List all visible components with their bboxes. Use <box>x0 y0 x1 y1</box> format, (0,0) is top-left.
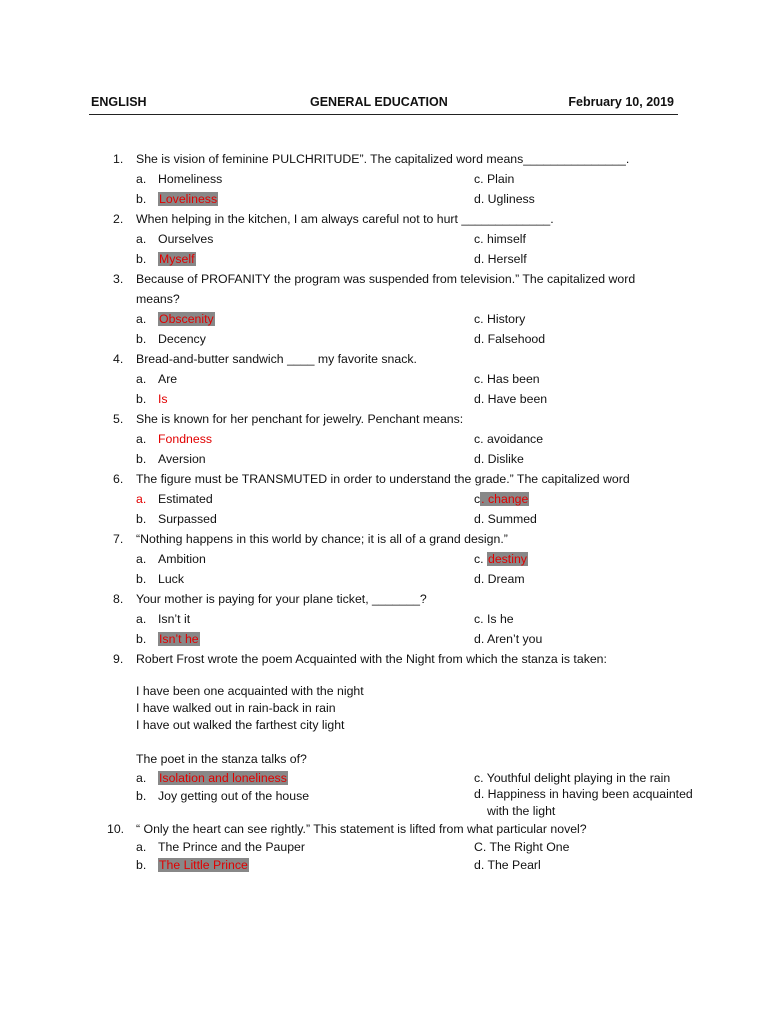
option-c: c. himself <box>474 232 526 246</box>
option-b-correct: b. Isn’t he <box>136 632 199 646</box>
option-d: d. The Pearl <box>474 858 541 872</box>
option-d: d. Dislike <box>474 452 524 466</box>
stanza-line: I have been one acquainted with the night <box>136 684 364 698</box>
question-number: 9. <box>113 652 124 666</box>
option-b-correct: b. Myself <box>136 252 195 266</box>
header-date: February 10, 2019 <box>568 95 674 109</box>
question-text: “Nothing happens in this world by chance; it is all of a grand design.” <box>136 532 508 546</box>
question-number: 7. <box>113 532 124 546</box>
option-c-correct: c. change <box>474 492 529 506</box>
question-4 <box>113 349 693 409</box>
option-d: d. Have been <box>474 392 548 406</box>
option-c: c. Plain <box>474 172 515 186</box>
question-text: Because of PROFANITY the program was suspended from television.” The capitalized word means? <box>136 272 636 306</box>
option-a: a. Are <box>136 372 178 386</box>
option-a: a. The Prince and the Pauper <box>136 840 305 854</box>
question-number: 3. <box>113 272 124 286</box>
option-b-correct: b. The Little Prince <box>136 858 248 872</box>
option-c-correct: c. destiny <box>474 552 527 566</box>
option-d: d. Happiness in having been acquainted with the light <box>474 787 693 818</box>
stanza-line: I have out walked the farthest city light <box>136 718 345 732</box>
question-number: 10. <box>107 822 125 836</box>
question-number: 1. <box>113 152 124 166</box>
question-number: 8. <box>113 592 124 606</box>
option-d: d. Dream <box>474 572 525 586</box>
option-c: c. avoidance <box>474 432 544 446</box>
question-number: 6. <box>113 472 124 486</box>
option-a: a. Homeliness <box>136 172 223 186</box>
question-9 <box>113 649 693 820</box>
question-list <box>107 149 693 874</box>
option-c: C. The Right One <box>474 840 570 854</box>
question-text: She is known for her penchant for jewelry. Penchant means: <box>136 412 464 426</box>
option-b: b. Aversion <box>136 452 206 466</box>
option-b: b. Luck <box>136 572 184 586</box>
question-10 <box>107 820 693 874</box>
option-c: c. Youthful delight playing in the rain <box>474 771 671 785</box>
option-b: b. Decency <box>136 332 206 346</box>
header-section: GENERAL EDUCATION <box>310 95 448 109</box>
question-text: The figure must be TRANSMUTED in order to understand the grade.” The capitalized word <box>136 472 630 486</box>
header-divider <box>89 114 678 115</box>
option-a-correct: a. Fondness <box>136 432 213 446</box>
question-number: 5. <box>113 412 124 426</box>
header-subject: ENGLISH <box>91 95 147 109</box>
question-6 <box>113 469 693 529</box>
option-b-correct: b. Is <box>136 392 168 406</box>
option-d: d. Aren’t you <box>474 632 543 646</box>
option-c: c. Has been <box>474 372 540 386</box>
option-a-correct: a. Obscenity <box>136 312 214 326</box>
question-text: Bread-and-butter sandwich ____ my favorite snack. <box>136 352 417 366</box>
option-c: c. History <box>474 312 526 326</box>
question-3 <box>113 269 693 349</box>
question-text: “ Only the heart can see rightly.” This statement is lifted from what particular novel? <box>136 822 587 836</box>
option-a: a. Ambition <box>136 552 206 566</box>
question-1 <box>113 149 693 209</box>
stanza-line: I have walked out in rain-back in rain <box>136 701 336 715</box>
option-b-correct: b. Loveliness <box>136 192 218 206</box>
option-c: c. Is he <box>474 612 514 626</box>
question-text: Your mother is paying for your plane ticket, _______? <box>136 592 427 606</box>
option-d: d. Ugliness <box>474 192 535 206</box>
question-text: Robert Frost wrote the poem Acquainted with the Night from which the stanza is taken: <box>136 652 607 666</box>
question-number: 2. <box>113 212 124 226</box>
option-d: d. Falsehood <box>474 332 546 346</box>
question-text: She is vision of feminine PULCHRITUDE”. The capitalized word means_______________. <box>136 152 630 166</box>
question-7 <box>113 529 693 589</box>
question-5 <box>113 409 693 469</box>
poem-stanza <box>113 683 693 734</box>
option-b: b. Joy getting out of the house <box>136 789 310 803</box>
option-a-correct: a. Isolation and loneliness <box>136 771 287 785</box>
question-number: 4. <box>113 352 124 366</box>
question-text: When helping in the kitchen, I am always careful not to hurt _____________. <box>136 212 554 226</box>
page-header <box>91 95 678 113</box>
option-d: d. Summed <box>474 512 537 526</box>
question-8 <box>113 589 693 649</box>
question-prompt: The poet in the stanza talks of? <box>136 752 307 766</box>
option-a: a. Ourselves <box>136 232 214 246</box>
option-b: b. Surpassed <box>136 512 217 526</box>
option-a: a. Isn’t it <box>136 612 191 626</box>
question-2 <box>113 209 693 269</box>
option-a: a. Estimated <box>136 492 213 506</box>
option-d: d. Herself <box>474 252 527 266</box>
